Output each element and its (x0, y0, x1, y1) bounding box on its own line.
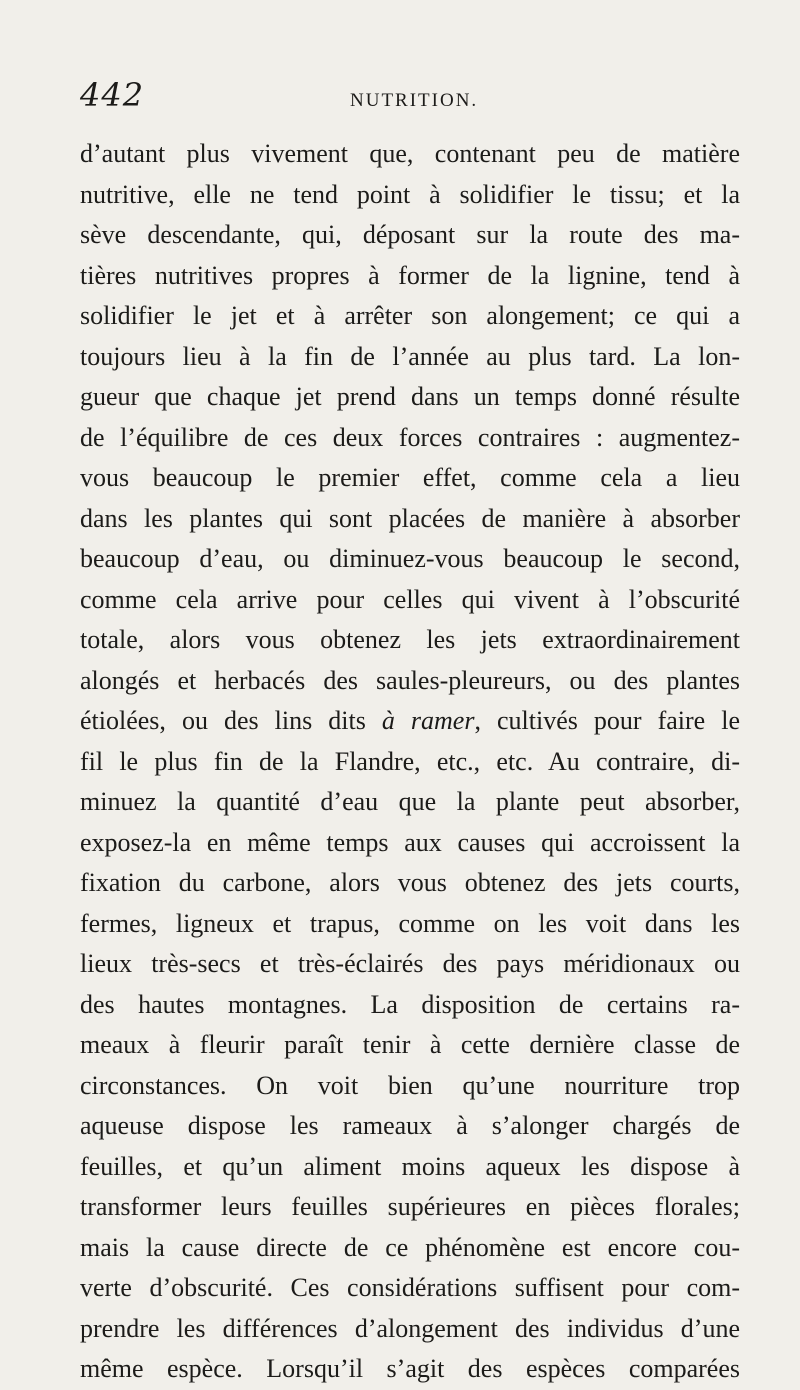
text-line: nutritive, elle ne tend point à solidifier le tissu; et la (80, 179, 740, 209)
text-line: de l’équilibre de ces deux forces contraires : augmentez- (80, 422, 740, 452)
text-line: transformer leurs feuilles supérieures en pièces florales; (80, 1192, 740, 1221)
text-line: aqueuse dispose les rameaux à s’alonger chargés de (80, 1111, 740, 1140)
text-line: circonstances. On voit bien qu’une nourriture trop (80, 1070, 740, 1100)
page-header (80, 76, 740, 126)
text-segment: étiolées, ou des lins dits (80, 706, 382, 735)
text-line: lieux très-secs et très-éclairés des pays méridionaux ou (80, 949, 740, 978)
text-line: minuez la quantité d’eau que la plante peut absorber, (80, 787, 740, 816)
text-line: tières nutritives propres à former de la lignine, tend à (80, 260, 740, 290)
text-line: fixation du carbone, alors vous obtenez des jets courts, (80, 868, 740, 897)
text-line: gueur que chaque jet prend dans un temps donné résulte (80, 382, 740, 411)
text-line: exposez-la en même temps aux causes qui accroissent la (80, 827, 740, 857)
text-line: toujours lieu à la fin de l’année au plus tard. La lon- (80, 341, 740, 371)
running-title: NUTRITION. (350, 90, 479, 111)
text-line: alongés et herbacés des saules-pleureurs, ou des plantes (80, 665, 740, 695)
text-line: fil le plus fin de la Flandre, etc., etc. Au contraire, di- (80, 746, 740, 776)
text-line: fermes, ligneux et trapus, comme on les voit dans les (80, 908, 740, 938)
text-line: d’autant plus vivement que, contenant peu de matière (80, 139, 740, 168)
text-line: mais la cause directe de ce phénomène est encore cou- (80, 1232, 740, 1262)
text-line: même espèce. Lorsqu’il s’agit des espèces comparées (80, 1354, 740, 1383)
text-line: comme cela arrive pour celles qui vivent à l’obscurité (80, 584, 740, 614)
text-line: verte d’obscurité. Ces considérations suffisent pour com- (80, 1273, 740, 1302)
text-line: des hautes montagnes. La disposition de certains ra- (80, 989, 740, 1019)
text-line: totale, alors vous obtenez les jets extraordinairement (80, 625, 740, 654)
text-line: meaux à fleurir paraît tenir à cette dernière classe de (80, 1030, 740, 1059)
text-segment: , cultivés pour faire le (474, 706, 740, 735)
text-line: feuilles, et qu’un aliment moins aqueux les dispose à (80, 1151, 740, 1181)
body-text (80, 134, 740, 1390)
text-line: beaucoup d’eau, ou diminuez-vous beaucoup le second, (80, 544, 740, 573)
text-line: prendre les différences d’alongement des individus d’une (80, 1313, 740, 1343)
text-line-with-italic (80, 701, 740, 742)
italic-term: à ramer (381, 706, 475, 735)
text-line: solidifier le jet et à arrêter son alongement; ce qui a (80, 301, 740, 330)
text-line: sève descendante, qui, déposant sur la route des ma- (80, 220, 740, 249)
text-line: vous beaucoup le premier effet, comme cela a lieu (80, 463, 740, 492)
page-number: 442 (80, 76, 145, 114)
text-line: dans les plantes qui sont placées de manière à absorber (80, 503, 740, 533)
